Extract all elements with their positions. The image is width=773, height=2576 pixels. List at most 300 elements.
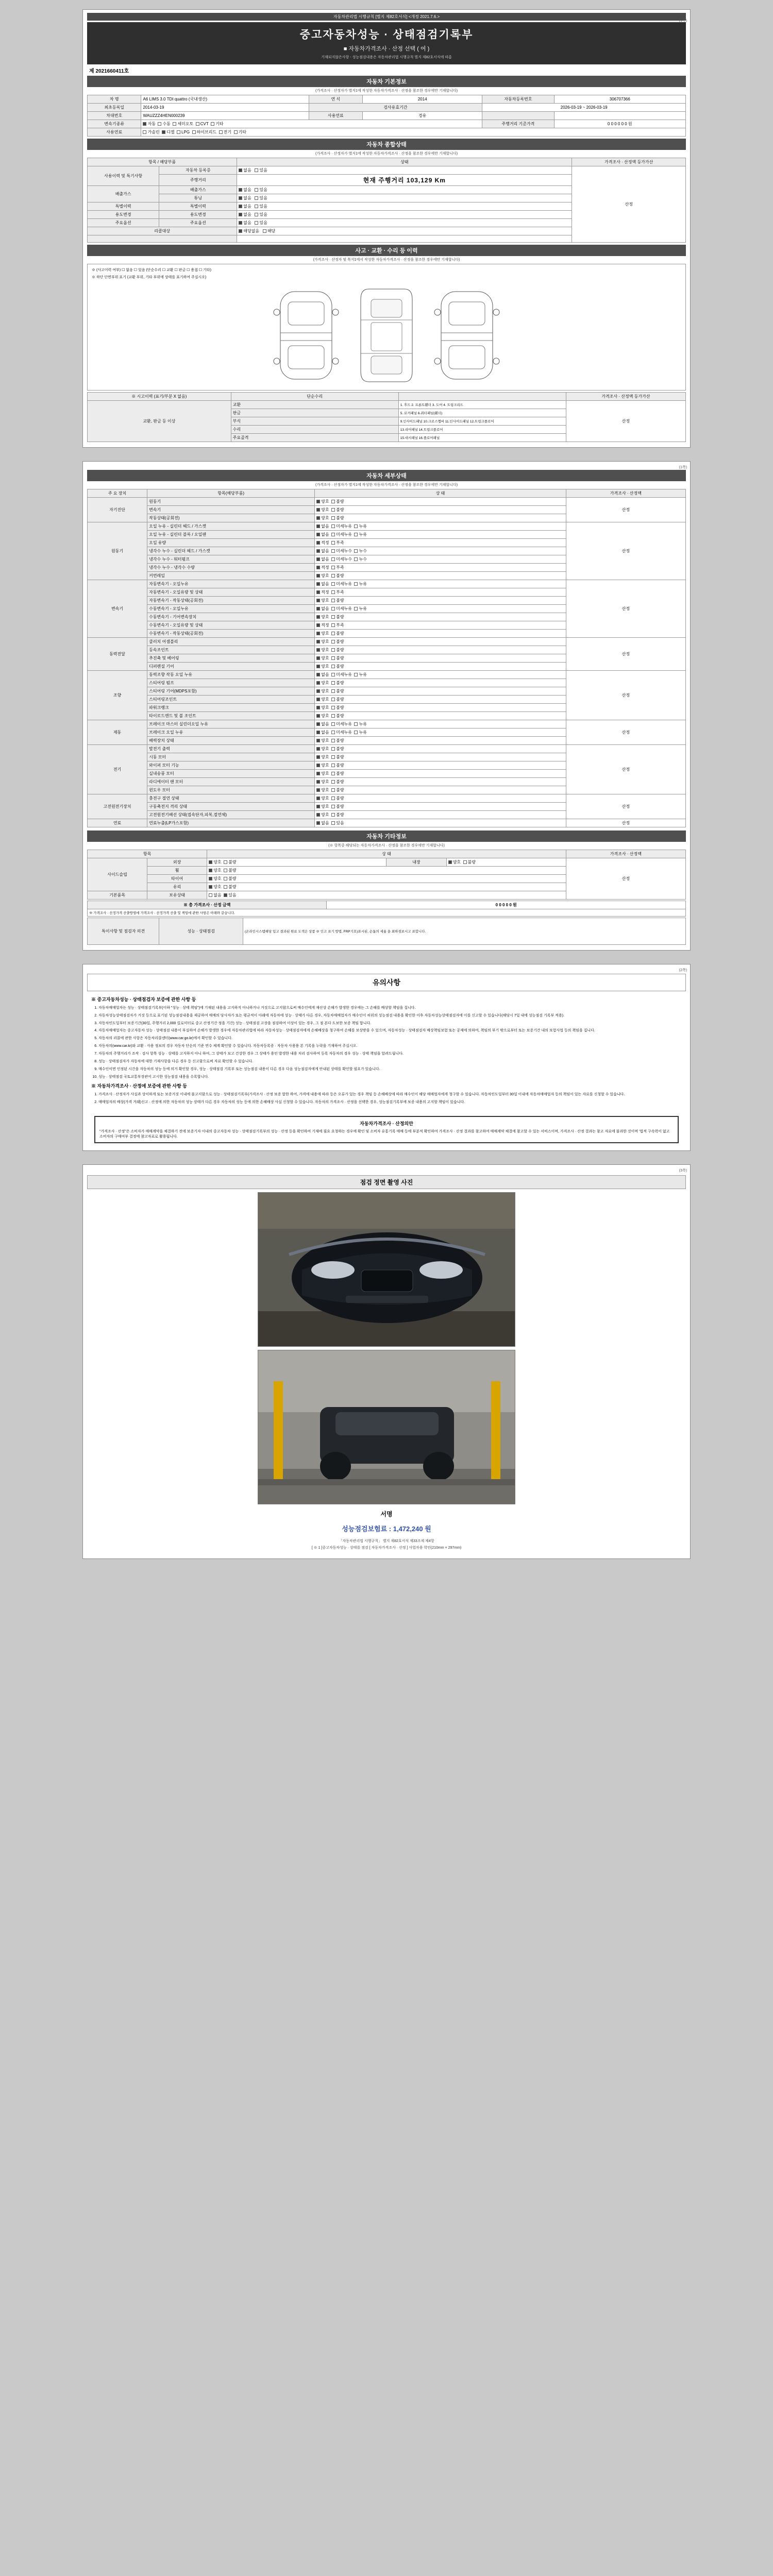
checkbox-option[interactable] — [316, 672, 329, 677]
checkbox-icon[interactable] — [331, 557, 335, 561]
chk-ext-ok[interactable]: 양호 — [209, 860, 221, 865]
checkbox-option[interactable] — [354, 532, 366, 537]
detail-group-label: 자기진단 — [88, 498, 147, 522]
opt-semi[interactable]: 세미오토 — [173, 122, 193, 126]
overall-col-price: 가격조사 · 산정액 등가가산 — [572, 158, 686, 166]
checkbox-option[interactable] — [316, 532, 329, 537]
checkbox-icon[interactable] — [316, 615, 320, 619]
checkbox-option[interactable] — [354, 722, 366, 726]
checkbox-option[interactable] — [316, 606, 329, 611]
checkbox-option[interactable] — [331, 557, 352, 562]
checkbox-option[interactable] — [316, 689, 329, 693]
checkbox-option[interactable] — [331, 804, 344, 809]
checkbox-icon[interactable] — [316, 755, 320, 759]
checkbox-icon[interactable] — [331, 813, 335, 817]
opt-lpg[interactable]: LPG — [177, 130, 190, 134]
checkbox-icon[interactable] — [331, 582, 335, 586]
chk-opt-yes[interactable]: 있음 — [255, 221, 267, 225]
photo-front — [258, 1192, 515, 1347]
checkbox-icon[interactable] — [331, 698, 335, 701]
checkbox-icon[interactable] — [316, 747, 320, 751]
checkbox-icon[interactable] — [331, 615, 335, 619]
checkbox-option[interactable] — [331, 779, 344, 784]
chk-tuning-yes[interactable]: 있음 — [255, 196, 267, 200]
checkbox-icon[interactable] — [316, 623, 320, 627]
checkbox-option[interactable] — [331, 499, 344, 504]
checkbox-icon[interactable] — [331, 673, 335, 676]
chk-glass-ok[interactable]: 양호 — [209, 885, 221, 889]
checkbox-label: 양호 — [321, 689, 329, 693]
notice-item: 9. 매수인이면 인정된 시간을 자동차의 성능 등에 의거 확인할 경우, 성능 · 상태점검 기록부 또는 성능점검 내용이 다른 경우 다음 성능점검자에게 안내된 상태를 확인할 필요가 있습니다. — [98, 1067, 683, 1073]
checkbox-label: 양호 — [321, 499, 329, 504]
detail-item-label: 오일 누유 - 실린더 헤드 / 가스켓 — [147, 522, 315, 531]
car-diagram-left — [267, 284, 345, 387]
opt-etc[interactable]: 기타 — [211, 122, 223, 126]
checkbox-icon[interactable] — [316, 549, 320, 553]
checkbox-option[interactable] — [331, 590, 344, 595]
checkbox-option[interactable] — [331, 540, 344, 545]
checkbox-icon[interactable] — [331, 665, 335, 668]
chk-ext-bad[interactable]: 불량 — [224, 860, 236, 865]
opt-manual[interactable]: 수동 — [158, 122, 170, 126]
checkbox-icon[interactable] — [316, 813, 320, 817]
checkbox-icon[interactable] — [331, 549, 335, 553]
checkbox-icon[interactable] — [331, 623, 335, 627]
checkbox-icon[interactable] — [316, 796, 320, 800]
checkbox-icon[interactable] — [316, 648, 320, 652]
chk-int-bad[interactable]: 불량 — [463, 860, 476, 865]
checkbox-option[interactable] — [331, 730, 352, 735]
document-title-note: 기재되지않은사항 - 성능점검내용은 자동차관리법 시행규칙 별지 제82호서식에 따름 — [321, 56, 452, 59]
row-sub-mileage: 주행거리 — [159, 175, 237, 186]
notice-item: 10. 성능 · 상태점검 국토교통부장관이 고시한 성능점검 내용을 수록합니다. — [98, 1075, 683, 1080]
checkbox-icon[interactable] — [331, 796, 335, 800]
checkbox-option[interactable] — [316, 771, 329, 776]
row-state-regcert — [237, 166, 572, 175]
checkbox-icon[interactable] — [331, 714, 335, 718]
checkbox-option[interactable] — [331, 516, 344, 520]
year-label: 연 식 — [309, 95, 362, 104]
checkbox-option[interactable] — [331, 648, 344, 652]
checkbox-option[interactable] — [331, 672, 352, 677]
checkbox-icon[interactable] — [316, 574, 320, 578]
checkbox-icon[interactable] — [354, 524, 358, 528]
opt-cvt[interactable]: CVT — [196, 122, 209, 126]
checkbox-option[interactable] — [354, 524, 366, 529]
overall-state-table — [87, 158, 686, 243]
checkbox-option[interactable] — [331, 656, 344, 660]
checkbox-option[interactable] — [316, 821, 329, 825]
chk-special-none[interactable]: 없음 — [239, 204, 251, 209]
accident-parts-label: 교환, 판금 등 이상 — [88, 401, 231, 442]
checkbox-icon[interactable] — [331, 731, 335, 734]
chk-recall-yes[interactable]: 해당 — [263, 229, 275, 233]
table-header-row — [88, 850, 686, 858]
checkbox-option[interactable] — [331, 615, 344, 619]
checkbox-option[interactable] — [316, 714, 329, 718]
checkbox-icon[interactable] — [331, 516, 335, 520]
opt-hybrid[interactable]: 하이브리드 — [192, 130, 217, 134]
checkbox-icon[interactable] — [316, 516, 320, 520]
checkbox-option[interactable] — [316, 631, 329, 636]
checkbox-icon[interactable] — [316, 788, 320, 792]
checkbox-label: 없음 — [321, 672, 329, 677]
detail-item-state — [315, 737, 566, 745]
checkbox-icon[interactable] — [331, 590, 335, 594]
checkbox-icon[interactable] — [316, 607, 320, 611]
checkbox-icon[interactable] — [316, 681, 320, 685]
notices-title: 유의사항 — [87, 974, 686, 991]
accident-detail-table — [87, 392, 686, 442]
checkbox-icon[interactable] — [316, 731, 320, 734]
checkbox-label: 불량 — [336, 639, 344, 644]
checkbox-icon[interactable] — [316, 665, 320, 668]
checkbox-icon[interactable] — [331, 541, 335, 545]
checkbox-icon[interactable] — [331, 706, 335, 709]
row-state-emission — [237, 186, 572, 194]
checkbox-option[interactable] — [316, 730, 329, 735]
notice-item: 1. 가격조사 · 산정자가 사실과 상이하게 또는 보증거짓 이내에 불고지함으로 성능 · 상태점검기록부(가격조사 · 산정 보증 합한 하여, 가격에 내용에 따라 등은 오류가 있는 경우 책임 등 손해배상에 따라 매수인이 해당 매매업자에게 청구할 수 있습니다. 자동차인도일부터 30일 이내에 자동차매매업자 등의 책임이 있는 자료를 신청할 수 있습니다. — [98, 1092, 683, 1098]
detail-item-state — [315, 704, 566, 712]
checkbox-option[interactable] — [331, 738, 344, 743]
checkbox-option[interactable] — [316, 722, 329, 726]
checkbox-option[interactable] — [316, 755, 329, 759]
opt-ev[interactable]: 전기 — [219, 130, 231, 134]
checkbox-icon[interactable] — [331, 640, 335, 643]
chk-basic-none[interactable]: 없음 — [209, 893, 221, 897]
checkbox-icon[interactable] — [316, 656, 320, 660]
checkbox-icon[interactable] — [354, 549, 358, 553]
chk-yes[interactable]: 있음 — [255, 168, 267, 173]
checkbox-icon[interactable] — [316, 500, 320, 503]
checkbox-icon[interactable] — [316, 590, 320, 594]
detail-group-price: 산정 — [566, 720, 685, 745]
checkbox-option[interactable] — [331, 788, 344, 792]
engine-options — [141, 128, 686, 137]
detail-item-state — [315, 811, 566, 819]
checkbox-option[interactable] — [316, 812, 329, 817]
checkbox-option[interactable] — [354, 557, 366, 562]
checkbox-option[interactable] — [316, 549, 329, 553]
checkbox-option[interactable] — [331, 705, 344, 710]
chk-tire-bad[interactable]: 불량 — [224, 876, 236, 881]
checkbox-icon[interactable] — [316, 714, 320, 718]
checkbox-icon[interactable] — [354, 607, 358, 611]
checkbox-label: 불량 — [336, 812, 344, 817]
checkbox-icon[interactable] — [331, 780, 335, 784]
first-reg-label: 최초등록일 — [88, 104, 141, 112]
checkbox-icon[interactable] — [316, 706, 320, 709]
checkbox-icon[interactable] — [316, 599, 320, 602]
checkbox-option[interactable] — [316, 598, 329, 603]
checkbox-icon[interactable] — [354, 722, 358, 726]
detail-item-state — [315, 630, 566, 638]
detail-col-price: 가격조사 · 산정액 — [566, 489, 685, 498]
checkbox-option[interactable] — [354, 606, 366, 611]
accident-sub-val-2: 9.인사이드패널 10.크로스멤버 11.인사이드패널 12.트렁크플로어 — [398, 417, 566, 426]
checkbox-option[interactable] — [316, 705, 329, 710]
row-state-usechange — [237, 211, 572, 219]
other-row-label-2: 타이어 — [147, 875, 207, 883]
detail-state-body — [88, 498, 686, 827]
checkbox-option[interactable] — [331, 722, 352, 726]
checkbox-option[interactable] — [331, 631, 344, 636]
checkbox-option[interactable] — [316, 499, 329, 504]
checkbox-option[interactable] — [331, 565, 344, 570]
checkbox-option[interactable] — [331, 664, 344, 669]
checkbox-option[interactable] — [331, 812, 344, 817]
chk-int-ok[interactable]: 양호 — [448, 860, 461, 865]
checkbox-icon[interactable] — [331, 689, 335, 693]
checkbox-label: 없음 — [321, 606, 329, 611]
opt-auto[interactable]: 자동 — [143, 122, 155, 126]
other-row-label-0: 외장 — [147, 858, 207, 867]
checkbox-option[interactable] — [331, 606, 352, 611]
checkbox-icon[interactable] — [316, 772, 320, 775]
checkbox-icon[interactable] — [331, 772, 335, 775]
checkbox-icon[interactable] — [331, 821, 335, 825]
checkbox-icon[interactable] — [331, 764, 335, 767]
checkbox-option[interactable] — [331, 598, 344, 603]
checkbox-icon[interactable] — [316, 566, 320, 569]
chk-basic-yes[interactable]: 있음 — [224, 893, 236, 897]
detail-group-price: 산정 — [566, 522, 685, 580]
chk-emission-none[interactable]: 없음 — [239, 188, 251, 192]
detail-item-state — [315, 580, 566, 588]
checkbox-icon[interactable] — [316, 739, 320, 742]
checkbox-icon[interactable] — [316, 640, 320, 643]
checkbox-option[interactable] — [316, 540, 329, 545]
checkbox-option[interactable] — [316, 779, 329, 784]
checkbox-icon[interactable] — [331, 524, 335, 528]
vin-value: WAUZZZ4HEN000239 — [141, 112, 309, 120]
checkbox-option[interactable] — [331, 763, 344, 768]
checkbox-option[interactable] — [316, 507, 329, 512]
checkbox-option[interactable] — [331, 714, 344, 718]
chk-glass-bad[interactable]: 불량 — [224, 885, 236, 889]
checkbox-icon[interactable] — [331, 648, 335, 652]
chk-tire-ok[interactable]: 양호 — [209, 876, 221, 881]
table-row — [88, 794, 686, 803]
checkbox-option[interactable] — [331, 697, 344, 702]
checkbox-icon[interactable] — [316, 689, 320, 693]
opt-gas[interactable]: 가솔린 — [143, 130, 159, 134]
checkbox-option[interactable] — [316, 788, 329, 792]
checkbox-icon[interactable] — [331, 747, 335, 751]
detail-item-label: 연료누출(LP가스포함) — [147, 819, 315, 827]
row-sub-options: 주요옵션 — [159, 219, 237, 227]
checkbox-icon[interactable] — [316, 557, 320, 561]
checkbox-option[interactable] — [331, 755, 344, 759]
checkbox-label: 적정 — [321, 590, 329, 595]
checkbox-option[interactable] — [331, 771, 344, 776]
detail-item-label: 디퍼렌셜 기어 — [147, 663, 315, 671]
other-row-rlabel-0: 내장 — [386, 858, 446, 867]
price-survey-guide-text: "가격조사 · 산정"은 소비자가 매매계약을 체결하기 전에 보증기자 이내의 중고자동차 성능 · 상태점검기록부의 성능 · 산정 등을 확인하여 기재에 필요 요청하는 경우에 확인 및 소비자 유통기록 매매 등에 부분적 확인하여 가격조사 · 산정 결과를 참고하여 매매계약 체결에 참고할 수 있는 서비스이며, 가격조사 · 산정 결과는 참고 자료에 불과한 것이며 '법적 구속력이 없고 소비자의 구매여부 결정에 참고자료로 활용됩니다. — [99, 1130, 670, 1139]
checkbox-option[interactable] — [331, 532, 352, 537]
detail-item-state — [315, 753, 566, 761]
checkbox-icon[interactable] — [331, 566, 335, 569]
accident-sub-val-3: 13.리어패널 14.트렁크플로어 — [398, 426, 566, 434]
sheet-3 — [82, 964, 691, 1151]
opt-fuel-etc[interactable]: 기타 — [234, 130, 246, 134]
checkbox-option[interactable] — [316, 516, 329, 520]
checkbox-icon[interactable] — [331, 656, 335, 660]
checkbox-option[interactable] — [316, 763, 329, 768]
signature-label: 서명 — [380, 1511, 393, 1518]
checkbox-option[interactable] — [331, 681, 344, 685]
row-label-recall: 리콜대상 — [88, 227, 237, 235]
checkbox-icon[interactable] — [316, 722, 320, 726]
checkbox-option[interactable] — [331, 747, 344, 751]
notices-heading-2: ※ 자동차가격조사 · 산정에 보증에 관한 사항 등 — [91, 1083, 187, 1089]
checkbox-label: 불량 — [336, 648, 344, 652]
checkbox-option[interactable] — [331, 821, 344, 825]
chk-wheel-bad[interactable]: 불량 — [224, 868, 236, 873]
checkbox-icon[interactable] — [316, 780, 320, 784]
checkbox-option[interactable] — [316, 747, 329, 751]
checkbox-icon[interactable] — [316, 541, 320, 545]
checkbox-option[interactable] — [331, 573, 344, 578]
table-row — [88, 720, 686, 728]
checkbox-option[interactable] — [316, 664, 329, 669]
chk-special-yes[interactable]: 있음 — [255, 204, 267, 209]
checkbox-option[interactable] — [316, 573, 329, 578]
engine-label: 사용연료 — [88, 128, 141, 137]
section-accident-sub: (가격조사 · 산정자 및 목지1에서 작성한 자동차가격조사 · 산정을 참조한 경우에만 기재합니다) — [313, 258, 460, 262]
detail-item-label: 수동변속기 - 기어변속장치 — [147, 613, 315, 621]
checkbox-option[interactable] — [331, 689, 344, 693]
checkbox-icon[interactable] — [354, 673, 358, 676]
chk-use-yes[interactable]: 있음 — [255, 212, 267, 217]
chk-wheel-ok[interactable]: 양호 — [209, 868, 221, 873]
checkbox-option[interactable] — [331, 796, 344, 801]
checkbox-icon[interactable] — [316, 698, 320, 701]
opt-diesel[interactable]: 디젤 — [162, 130, 174, 134]
checkbox-icon[interactable] — [316, 533, 320, 536]
chk-opt-none[interactable]: 없음 — [239, 221, 251, 225]
mileage-price-label: 주행거리 기준가격 — [482, 120, 554, 128]
chk-use-none[interactable]: 없음 — [239, 212, 251, 217]
detail-group-price: 산정 — [566, 671, 685, 720]
other-row-state-1 — [207, 867, 566, 875]
checkbox-icon[interactable] — [331, 755, 335, 759]
checkbox-label: 불량 — [336, 788, 344, 792]
checkbox-icon[interactable] — [331, 599, 335, 602]
checkbox-option[interactable] — [316, 557, 329, 562]
detail-item-label: 윈도우 모터 — [147, 786, 315, 794]
checkbox-icon[interactable] — [331, 681, 335, 685]
checkbox-icon[interactable] — [331, 632, 335, 635]
detail-group-label: 동력전달 — [88, 638, 147, 671]
checkbox-icon[interactable] — [331, 739, 335, 742]
row-state-recall — [237, 227, 572, 235]
checkbox-icon[interactable] — [331, 508, 335, 512]
checkbox-option[interactable] — [354, 582, 366, 586]
checkbox-option[interactable] — [316, 615, 329, 619]
checkbox-option[interactable] — [316, 623, 329, 628]
detail-item-state — [315, 547, 566, 555]
checkbox-icon[interactable] — [316, 821, 320, 825]
checkbox-option[interactable] — [316, 590, 329, 595]
checkbox-icon[interactable] — [331, 500, 335, 503]
checkbox-option[interactable] — [316, 524, 329, 529]
accident-sub-label-2: 부식 — [231, 417, 398, 426]
section-other-bar: 자동차 기타정보 — [87, 831, 686, 842]
checkbox-icon[interactable] — [354, 731, 358, 734]
checkbox-option[interactable] — [316, 639, 329, 644]
detail-item-label: 냉각수 누수 - 냉각수 수량 — [147, 564, 315, 572]
checkbox-icon[interactable] — [354, 582, 358, 586]
checkbox-icon[interactable] — [316, 524, 320, 528]
checkbox-icon[interactable] — [316, 582, 320, 586]
checkbox-option[interactable] — [331, 507, 344, 512]
checkbox-icon[interactable] — [331, 788, 335, 792]
checkbox-icon[interactable] — [316, 805, 320, 808]
detail-item-state — [315, 696, 566, 704]
checkbox-icon[interactable] — [331, 574, 335, 578]
other-row-label-1: 휠 — [147, 867, 207, 875]
chk-tuning-none[interactable]: 없음 — [239, 196, 251, 200]
checkbox-icon[interactable] — [316, 673, 320, 676]
checkbox-icon[interactable] — [331, 805, 335, 808]
checkbox-option[interactable] — [316, 648, 329, 652]
checkbox-option[interactable] — [331, 549, 352, 553]
detail-item-state — [315, 613, 566, 621]
checkbox-option[interactable] — [331, 623, 344, 628]
checkbox-icon[interactable] — [316, 508, 320, 512]
checkbox-icon[interactable] — [316, 764, 320, 767]
notice-item: 2. 매매업자의 배상(가격 거래)신고 · 산정에 의한 자동차의 성능 상태가 다른 경우 자동차의 성능 등에 의한 손해배상 사실 신청할 수 있습니다. 자동차의 가격조사 · 산정을 선택한 경우, 성능점검기록부에 보증 내용의 고지할 책임이 있습니다. — [98, 1100, 683, 1106]
checkbox-label: 불량 — [336, 796, 344, 801]
section-detail-bar: 자동차 세부상태 — [87, 470, 686, 481]
detail-item-label: 와이퍼 모터 기능 — [147, 761, 315, 770]
chk-none[interactable]: 없음 — [239, 168, 251, 173]
checkbox-icon[interactable] — [354, 533, 358, 536]
checkbox-option[interactable] — [331, 582, 352, 586]
checkbox-option[interactable] — [316, 796, 329, 801]
checkbox-option[interactable] — [316, 656, 329, 660]
reg-no-value: 306707366 — [554, 95, 685, 104]
checkbox-label: 불량 — [336, 507, 344, 512]
checkbox-option[interactable] — [331, 639, 344, 644]
checkbox-option[interactable] — [316, 804, 329, 809]
checkbox-option[interactable] — [354, 549, 366, 553]
checkbox-icon[interactable] — [331, 533, 335, 536]
checkbox-label: 양호 — [321, 788, 329, 792]
checkbox-option[interactable] — [354, 730, 366, 735]
checkbox-option[interactable] — [316, 565, 329, 570]
checkbox-icon[interactable] — [316, 632, 320, 635]
detail-item-state — [315, 712, 566, 720]
checkbox-icon[interactable] — [331, 722, 335, 726]
checkbox-icon[interactable] — [354, 557, 358, 561]
checkbox-option[interactable] — [331, 524, 352, 529]
checkbox-option[interactable] — [354, 672, 366, 677]
chk-emission-yes[interactable]: 있음 — [255, 188, 267, 192]
checkbox-label: 불량 — [336, 804, 344, 809]
checkbox-option[interactable] — [316, 738, 329, 743]
checkbox-option[interactable] — [316, 582, 329, 586]
checkbox-option[interactable] — [316, 697, 329, 702]
checkbox-icon[interactable] — [331, 607, 335, 611]
overall-col-item: 항목 / 해당부품 — [88, 158, 237, 166]
chk-recall-none[interactable]: 해당없음 — [239, 229, 259, 233]
checkbox-option[interactable] — [316, 681, 329, 685]
detail-item-label: 브레이크 오일 누유 — [147, 728, 315, 737]
detail-item-state — [315, 671, 566, 679]
detail-item-label: 파워크랭크 — [147, 704, 315, 712]
